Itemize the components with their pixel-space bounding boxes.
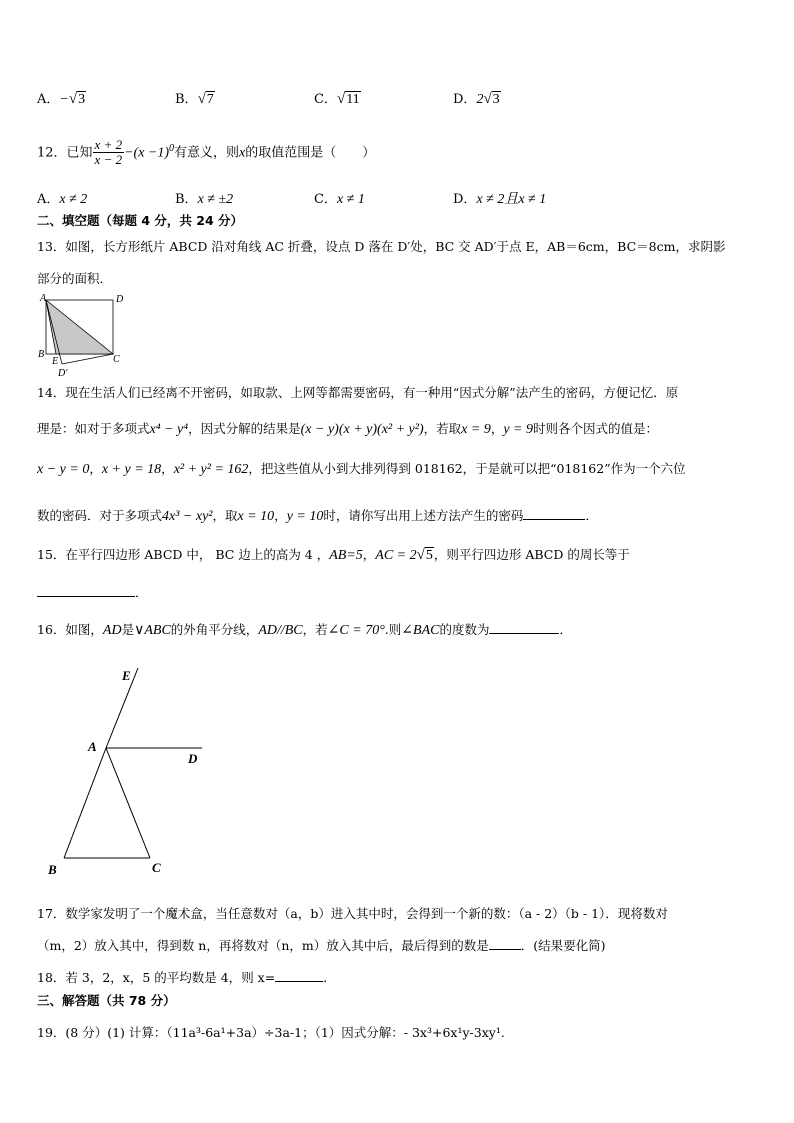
question-13-line-1: 13．如图，长方形纸片 ABCD 沿对角线 AC 折叠，设点 D 落在 D′处，BC 交 AD′于点 E，AB＝6cm，BC＝8cm，求阴影 [37,239,726,254]
text: 时则各个因式的值是： [533,421,659,436]
fold-line-dc [62,354,113,364]
q12-mid: 有意义，则 [174,145,240,161]
text: ． [135,585,148,600]
question-14-line-3: x − y = 0，x + y = 18，x² + y² = 162，把这些值从小到大排列得到 018162，于是就可以把“018162”作为一个六位 [37,461,686,477]
label-d: D [116,294,124,305]
text: ，取 [212,508,238,523]
sqrt-expression: √3 [68,91,86,107]
option-label: A． [37,192,60,207]
text: ，把这些值从小到大排列得到 018162，于是就可以把“018162”作为一个六位 [248,461,686,476]
math-expression: AB=5 [329,548,363,563]
answer-blank[interactable] [275,967,323,982]
label-a: A [88,739,97,754]
math-expression: x = 10 [237,509,275,524]
answer-blank[interactable] [523,505,585,520]
label-e: E [122,668,131,683]
text: 16．如图， [37,622,103,637]
question-14-line-2 [37,420,658,439]
question-12 [37,132,375,170]
text: ， [490,421,504,436]
label-d-prime: D′ [58,368,68,379]
question-17-line-2 [37,935,606,955]
option-value: x ≠ 1 [336,192,365,207]
text: 的度数为 [439,622,490,637]
text: ． [323,970,336,985]
question-18 [37,967,336,987]
question-16 [37,619,572,640]
answer-blank[interactable] [489,935,521,950]
text: ， [274,508,287,523]
radicand: 11 [346,92,360,107]
sqrt-expression: √5 [416,547,433,563]
sqrt-expression: √11 [336,91,360,107]
variable: x [239,145,246,161]
text: 时，请你写出用上述方法产生的密码 [323,508,524,523]
text: 的外角平分线， [170,622,259,637]
math-expression: y = 9 [503,422,534,437]
text: ，则平行四边形 ABCD 的周长等于 [433,547,630,562]
label-d: D [188,751,198,766]
answer-blank[interactable] [37,582,135,597]
math-expression: AD [102,623,122,638]
q12-fraction [93,138,125,167]
question-13-line-2: 部分的面积． [37,271,113,286]
fraction-denominator: x − 2 [94,152,123,168]
sqrt-expression: √7 [197,91,214,107]
text: 18．若 3，2，x，5 的平均数是 4，则 x= [37,970,276,985]
text: ，若取 [423,421,462,436]
option-label: B． [175,192,198,207]
answer-blank[interactable] [489,619,559,634]
text: 是 [121,622,135,637]
option-value: x ≠ 2 [59,192,88,207]
label-b: B [48,862,57,877]
text: .则 [384,622,402,637]
q12-option-a [37,188,87,208]
question-15-line-2 [37,582,148,602]
sqrt-expression: √3 [483,91,500,107]
text: 数的密码．对于多项式 [37,508,163,523]
option-label: C． [314,92,337,107]
math-expression: (x − y)(x + y)(x² + y²) [300,422,424,437]
text: ． [585,508,598,523]
option-label: A． [37,92,60,107]
radicand: 5 [425,548,433,563]
question-14-line-4 [37,505,598,526]
text: 15．在平行四边形 ABCD 中， BC 边上的高为 4 ， [37,547,330,562]
text: ． [559,622,572,637]
radicand: 3 [492,92,500,107]
math-expression: ∠BAC [401,623,440,638]
option-label: C． [314,192,337,207]
option-label: B． [175,92,198,107]
radicand: 3 [78,92,86,107]
option-value: x ≠ ±2 [197,192,234,207]
text: ，若 [302,622,328,637]
option-value: x ≠ 2且x ≠ 1 [476,192,547,207]
question-15-line-1 [37,546,630,565]
q11-option-a [37,88,86,108]
question-19: 19．(8 分）(1) 计算：（11a³-6a¹+3a）÷3a-1；（1）因式分解：- 3x³+6x¹y-3xy¹. [37,1025,505,1040]
triangle-exterior-bisector-figure [40,662,220,884]
exponent: 0 [169,143,175,154]
label-c: C [113,354,120,365]
q11-option-c [314,88,361,108]
math-expression: AC = 2 [375,548,417,563]
q12-option-c [314,188,365,208]
math-expression: ∨ABC [134,623,171,638]
q12-suffix: 的取值范围是（ ） [245,145,376,161]
math-expression: 4x³ − xy² [162,509,213,524]
section-heading-answers: 三、解答题（共 78 分） [37,993,176,1008]
text: ．(结果要化简) [520,938,606,953]
q11-option-b [175,88,215,108]
q11-option-d [453,88,501,108]
math-expression: y = 10 [286,509,324,524]
option-label: D． [453,192,477,207]
label-e: E [52,356,59,367]
coefficient: 2 [476,92,484,107]
label-b: B [38,349,45,360]
math-expression: x = 9 [461,422,491,437]
q12-option-d [453,188,546,208]
option-label: D． [453,92,477,107]
label-c: C [152,860,161,875]
minus-sign: − [59,92,69,107]
question-17-line-1: 17．数学家发明了一个魔术盒，当任意数对（a，b）进入其中时，会得到一个新的数：（a - 2）（b - 1）．现将数对 [37,906,668,921]
q12-minus-part: −(x −1) [124,145,170,161]
math-expression: x + y = 18 [101,462,162,477]
line-ab [64,748,106,858]
text: （m，2）放入其中，得到数 n，再将数对（n，m）放入其中后，最后得到的数是 [37,938,489,953]
math-expression: ∠C = 70° [327,623,385,638]
q12-prefix: 12．已知 [37,145,93,161]
text: 理是：如对于多项式 [37,421,150,436]
line-ac [106,748,150,858]
text: ， [362,547,376,562]
shaded-triangle [46,300,113,354]
question-14-line-1: 14．现在生活人们已经离不开密码，如取款、上网等都需要密码，有一种用“因式分解”法产生的密码，方便记忆．原 [37,385,679,400]
math-expression: x − y = 0 [37,462,90,477]
q12-option-b [175,188,233,208]
text: ，因式分解的结果是 [188,421,301,436]
math-expression: x⁴ − y⁴ [149,422,189,437]
section-heading-fill-in: 二、填空题（每题 4 分，共 24 分） [37,213,244,228]
rectangle-fold-figure [34,292,134,380]
label-a: A [40,293,47,304]
fraction-numerator: x + 2 [94,137,123,153]
math-expression: x² + y² = 162 [173,462,249,477]
math-expression: AD//BC [258,623,303,638]
radicand: 7 [206,92,214,107]
